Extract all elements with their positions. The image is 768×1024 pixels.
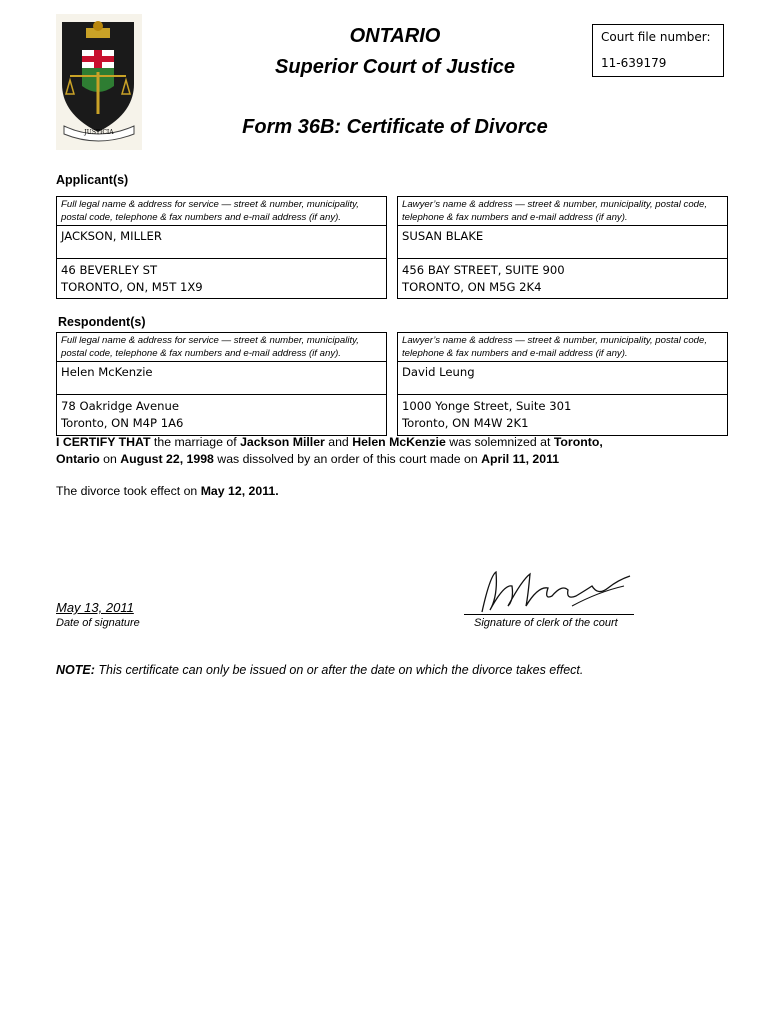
applicant-lawyer-address [398,259,727,299]
certify-lead: I CERTIFY THAT [56,435,151,449]
applicant-lawyer-address-line1: 456 BAY STREET, SUITE 900 [402,263,565,277]
clerk-signature [468,566,638,616]
court-file-number-label: Court file number: [601,30,711,44]
certify-text-4: on [99,452,121,466]
respondent-lawyer-name: David Leung [398,362,727,395]
applicant-address-line2: TORONTO, ON, M5T 1X9 [61,280,203,294]
respondent-party-box [56,332,387,436]
certify-text-2: and [324,435,353,449]
respondent-party-instructions: Full legal name & address for service — street & number, municipality, postal code, telephone & fax numbers and e-mail address (if any). [57,333,386,362]
crest-motto: JUSTICIA [84,129,114,136]
applicants-label: Applicant(s) [56,173,129,187]
effective-date: May 12, 2011. [200,484,279,498]
applicant-address [57,259,386,299]
spouse-1: Jackson Miller [240,435,325,449]
note-label: NOTE: [56,663,95,677]
court-file-number-value: 11-639179 [601,56,667,70]
respondent-address-line2: Toronto, ON M4P 1A6 [61,416,184,430]
applicant-address-line1: 46 BEVERLEY ST [61,263,158,277]
signature-date-label: Date of signature [56,617,140,629]
respondent-address-line1: 78 Oakridge Avenue [61,399,179,413]
respondent-lawyer-address-line2: Toronto, ON M4W 2K1 [402,416,529,430]
marriage-place-1: Toronto, [553,435,603,449]
clerk-signature-label: Signature of clerk of the court [474,617,618,629]
applicant-name: JACKSON, MILLER [57,226,386,259]
applicant-lawyer-address-line2: TORONTO, ON M5G 2K4 [402,280,542,294]
effective-date-paragraph [56,483,279,500]
signature-date: May 13, 2011 [56,600,134,615]
applicant-party-box [56,196,387,299]
note [56,663,583,677]
form-title: Form 36B: Certificate of Divorce [242,116,548,138]
respondent-lawyer-instructions: Lawyer’s name & address — street & number, municipality, postal code, telephone & fax numbers and e-mail address (if any). [398,333,727,362]
certify-text-1: the marriage of [150,435,241,449]
applicant-lawyer-instructions: Lawyer’s name & address — street & number, municipality, postal code, telephone & fax numbers and e-mail address (if any). [398,197,727,226]
respondent-lawyer-address-line1: 1000 Yonge Street, Suite 301 [402,399,572,413]
court-heading: Superior Court of Justice [274,56,516,78]
applicant-lawyer-name: SUSAN BLAKE [398,226,727,259]
certify-text-5: was dissolved by an order of this court made on [213,452,482,466]
order-date: April 11, 2011 [481,452,560,466]
respondent-address [57,395,386,435]
effective-date-text: The divorce took effect on [56,484,201,498]
spouse-2: Helen McKenzie [352,435,446,449]
clerk-signature-line [464,614,634,615]
respondent-lawyer-box [397,332,728,436]
certification-paragraph [56,434,656,468]
court-file-number-box [592,24,724,77]
respondents-label: Respondent(s) [58,315,146,329]
respondent-lawyer-address [398,395,727,435]
marriage-place-2: Ontario [56,452,100,466]
note-text: This certificate can only be issued on or after the date on which the divorce takes effect. [94,663,584,677]
applicant-lawyer-box [397,196,728,299]
certify-text-3: was solemnized at [445,435,554,449]
marriage-date: August 22, 1998 [120,452,214,466]
province-heading: ONTARIO [349,25,441,47]
respondent-name: Helen McKenzie [57,362,386,395]
ontario-crest-logo [56,14,142,150]
applicant-party-instructions: Full legal name & address for service — street & number, municipality, postal code, telephone & fax numbers and e-mail address (if any). [57,197,386,226]
